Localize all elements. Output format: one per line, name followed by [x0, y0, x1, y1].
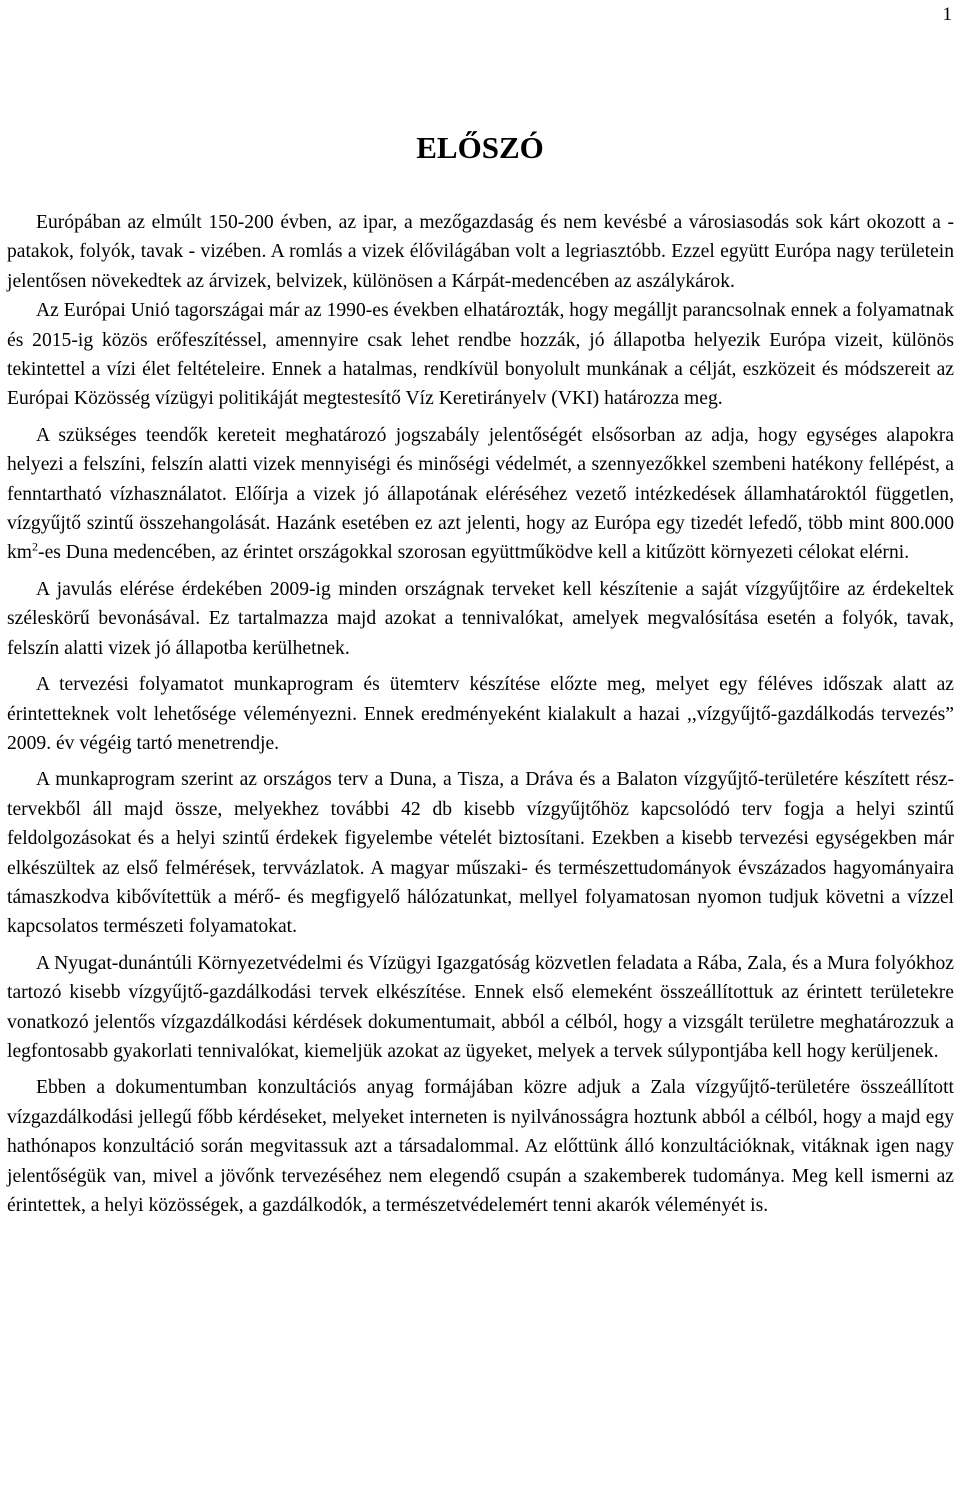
paragraph-7: A Nyugat-dunántúli Környezetvédelmi és Vízügyi Igazgatóság közvetlen feladata a Rába, Zala, és a Mura folyókhoz tartozó kisebb vízgyűjtő-gazdálkodási tervek elkészítése. Ennek első elemeként összeállítottuk az érintett területekre vonatkozó jelentős vízgazdálkodási kérdések dokumentumait, abból a célból, hogy a vizsgált területre meghatározzuk a legfontosabb gyakorlati tennivalókat, kiemeljük azokat az ügyeket, melyek a tervek súlypontjába kell hogy kerüljenek.	[7, 952, 954, 1062]
superscript-squared: 2	[32, 539, 39, 554]
paragraph-2: Az Európai Unió tagországai már az 1990-es években elhatározták, hogy megálljt parancsolnak ennek a folyamatnak és 2015-ig közös erőfeszítéssel, amennyire csak lehet rendbe hozzák, jó állapotba helyezik Európa vizeit, különös tekintettel a vízi élet feltételeire. Ennek a hatalmas, rendkívül bonyolult munkának a célját, eszközeit és módszereit az Európai Közösség vízügyi politikáját megtestesítő Víz Keretirányelv (VKI) határozza meg.	[7, 300, 954, 410]
document-body	[7, 208, 954, 1220]
page-title: ELŐSZÓ	[416, 130, 544, 165]
paragraph-6: A munkaprogram szerint az országos terv a Duna, a Tisza, a Dráva és a Balaton vízgyűjtő-területére készített rész-tervekből áll majd össze, melyekhez további 42 db kisebb vízgyűjtőhöz kapcsolódó terv fogja a helyi szintű feldolgozásokat és a helyi szintű érdekek figyelembe vételét biztosítani. Ezekben a kisebb tervezési egységekben már elkészültek az első felmérések, tervvázlatok. A magyar műszaki- és természettudományok évszázados hagyományaira támaszkodva kibővítettük a mérő- és megfigyelő hálózatunkat, mellyel folyamatosan nyomon tudjuk követni a vízzel kapcsolatos természeti folyamatokat.	[7, 769, 954, 938]
paragraph-5: A tervezési folyamatot munkaprogram és ütemterv készítése előzte meg, melyet egy féléves időszak alatt az érintetteknek volt lehetősége véleményezni. Ennek eredményeként kialakult a hazai ,,vízgyűjtő-gazdálkodás tervezés” 2009. év végéig tartó menetrendje.	[7, 674, 954, 754]
page-number: 1	[942, 4, 952, 25]
paragraph-3-text-end: -es Duna medencében, az érintet országokkal szorosan együttműködve kell a kitűzött környezeti célokat elérni.	[38, 542, 910, 564]
paragraph-8: Ebben a dokumentumban konzultációs anyag formájában közre adjuk a Zala vízgyűjtő-területére összeállított vízgazdálkodási jellegű főbb kérdéseket, melyeket interneten is nyilvánosságra hoztunk abból a célból, hogy a majd egy hathónapos konzultáció során megvitassuk azt a társadalommal. Az előttünk álló konzultációknak, vitáknak igen nagy jelentőségük van, mivel a jövőnk tervezéséhez nem elegendő csupán a szakemberek tudománya. Meg kell ismerni az érintettek, a helyi közösségek, a gazdálkodók, a természetvédelemért tenni akarók véleményét is.	[7, 1077, 954, 1216]
paragraph-3-text-start: A szükséges teendők kereteit meghatározó jogszabály jelentőségét elsősorban az adja, hogy egységes alapokra helyezi a felszíni, felszín alatti vizek mennyiségi és minőségi védelmét, a szennyezőkkel szembeni hatékony fellépést, a fenntartható vízhasználatot. Előírja a vizek jó állapotának eléréséhez vezető intézkedések államhatároktól független, vízgyűjtő szintű összehangolását. Hazánk esetében ez azt jelenti, hogy az Európa egy tizedét lefedő, több mint 800.000 km	[7, 424, 954, 564]
paragraph-3	[7, 421, 954, 568]
paragraph-4: A javulás elérése érdekében 2009-ig minden országnak terveket kell készítenie a saját vízgyűjtőire az érdekeltek széleskörű bevonásával. Ez tartalmazza majd azokat a tennivalókat, amelyek megvalósítása esetén a folyók, tavak, felszín alatti vizek jó állapotba kerülhetnek.	[7, 578, 954, 659]
paragraph-1: Európában az elmúlt 150-200 évben, az ipar, a mezőgazdaság és nem kevésbé a városiasodás sok kárt okozott a - patakok, folyók, tavak - vizében. A romlás a vizek élővilágában volt a legriasztóbb. Ezzel együtt Európa nagy területein jelentősen növekedtek az árvizek, belvizek, különösen a Kárpát-medencében az aszálykárok.	[7, 212, 954, 292]
